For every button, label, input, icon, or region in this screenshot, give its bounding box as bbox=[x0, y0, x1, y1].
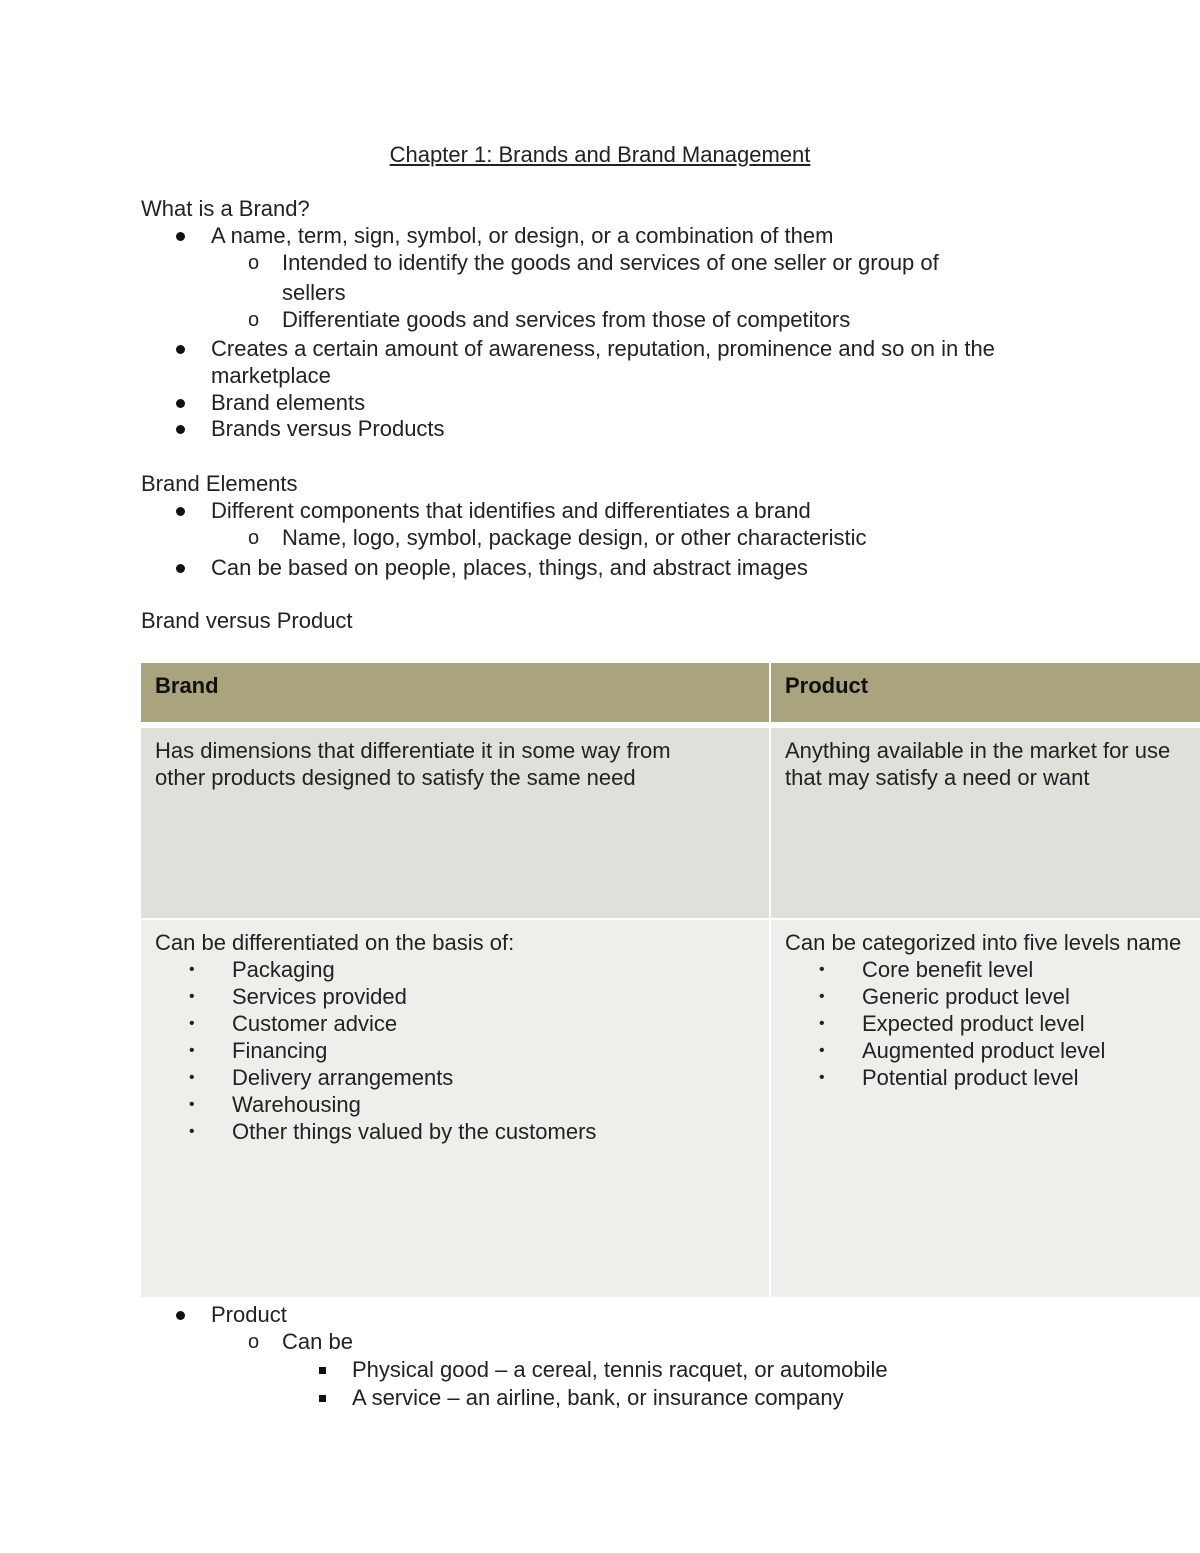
list-item-label: Financing bbox=[232, 1038, 328, 1063]
section-heading-brand-elements: Brand Elements bbox=[141, 471, 298, 496]
bullet-icon: • bbox=[189, 1069, 195, 1086]
list-item: Can be bbox=[282, 1329, 353, 1354]
table-cell-brand-definition bbox=[141, 728, 769, 918]
list-item bbox=[155, 1064, 755, 1091]
cell-text: Can be differentiated on the basis of: bbox=[155, 930, 515, 955]
list-item: A service – an airline, bank, or insurance company bbox=[352, 1385, 844, 1410]
list-item bbox=[785, 1010, 1197, 1037]
section-heading-what-is-brand: What is a Brand? bbox=[141, 196, 310, 221]
list-item-continuation: sellers bbox=[282, 280, 346, 305]
table-header-brand bbox=[141, 663, 769, 722]
list-item bbox=[785, 1064, 1197, 1091]
sub-bullet-icon: o bbox=[248, 252, 260, 274]
cell-text: Anything available in the market for use bbox=[785, 738, 1171, 763]
bullet-icon: • bbox=[819, 961, 825, 978]
bullet-icon: • bbox=[189, 1015, 195, 1032]
bullet-icon bbox=[176, 564, 185, 573]
list-item: Name, logo, symbol, package design, or other characteristic bbox=[282, 525, 867, 550]
header-label: Brand bbox=[155, 673, 219, 698]
list-item bbox=[155, 956, 755, 983]
list-item: Physical good – a cereal, tennis racquet, or automobile bbox=[352, 1357, 888, 1382]
list-item: Can be based on people, places, things, and abstract images bbox=[211, 555, 808, 580]
section-heading-brand-vs-product: Brand versus Product bbox=[141, 608, 353, 633]
table-cell-product-levels bbox=[771, 920, 1200, 1297]
bullet-icon: • bbox=[819, 1042, 825, 1059]
list-item-continuation: marketplace bbox=[211, 363, 331, 388]
list-item bbox=[155, 1037, 755, 1064]
sub-bullet-icon: o bbox=[248, 527, 260, 549]
bullet-icon bbox=[176, 232, 185, 241]
cell-text: Has dimensions that differentiate it in some way from bbox=[155, 738, 671, 763]
bullet-icon: • bbox=[189, 1042, 195, 1059]
header-label: Product bbox=[785, 673, 869, 698]
list-item-label: Core benefit level bbox=[862, 957, 1034, 982]
table-cell-brand-differentiation bbox=[141, 920, 769, 1297]
document-title: Chapter 1: Brands and Brand Management bbox=[389, 142, 811, 167]
list-item-label: Augmented product level bbox=[862, 1038, 1106, 1063]
bullet-icon: • bbox=[819, 1069, 825, 1086]
list-item: Different components that identifies and differentiates a brand bbox=[211, 498, 811, 523]
list-item-label: Generic product level bbox=[862, 984, 1070, 1009]
list-item-label: Other things valued by the customers bbox=[232, 1119, 597, 1144]
list-item bbox=[785, 983, 1197, 1010]
list-item: Brand elements bbox=[211, 390, 366, 415]
bullet-icon bbox=[176, 425, 185, 434]
list-item: Intended to identify the goods and services of one seller or group of bbox=[282, 250, 939, 275]
list-item bbox=[155, 983, 755, 1010]
list-item-label: Delivery arrangements bbox=[232, 1065, 454, 1090]
list-item: Differentiate goods and services from those of competitors bbox=[282, 307, 851, 332]
list-item-label: Packaging bbox=[232, 957, 335, 982]
list-item bbox=[155, 1118, 755, 1145]
table-cell-product-definition bbox=[771, 728, 1200, 918]
sub-bullet-icon: o bbox=[248, 309, 260, 331]
bullet-icon bbox=[176, 345, 185, 354]
list-item bbox=[785, 1037, 1197, 1064]
bullet-icon: • bbox=[819, 988, 825, 1005]
cell-text: other products designed to satisfy the same need bbox=[155, 765, 636, 790]
bullet-icon: • bbox=[189, 988, 195, 1005]
list-item: A name, term, sign, symbol, or design, or a combination of them bbox=[211, 223, 834, 248]
list-item-label: Customer advice bbox=[232, 1011, 398, 1036]
sub-bullet-icon: o bbox=[248, 1331, 260, 1353]
list-item-label: Potential product level bbox=[862, 1065, 1079, 1090]
bullet-icon bbox=[176, 507, 185, 516]
square-bullet-icon bbox=[319, 1367, 326, 1374]
cell-text: Can be categorized into five levels name bbox=[785, 930, 1182, 955]
list-item-label: Services provided bbox=[232, 984, 407, 1009]
bullet-icon: • bbox=[819, 1015, 825, 1032]
square-bullet-icon bbox=[319, 1395, 326, 1402]
cell-text: that may satisfy a need or want bbox=[785, 765, 1090, 790]
list-item: Brands versus Products bbox=[211, 416, 445, 441]
list-item bbox=[155, 1091, 755, 1118]
bullet-icon bbox=[176, 399, 185, 408]
list-item: Product bbox=[211, 1302, 287, 1327]
list-item bbox=[155, 1010, 755, 1037]
bullet-icon: • bbox=[189, 1096, 195, 1113]
bullet-icon bbox=[176, 1311, 185, 1320]
list-item-label: Expected product level bbox=[862, 1011, 1085, 1036]
table-header-product bbox=[771, 663, 1200, 722]
bullet-icon: • bbox=[189, 961, 195, 978]
list-item-label: Warehousing bbox=[232, 1092, 361, 1117]
list-item bbox=[785, 956, 1197, 983]
list-item: Creates a certain amount of awareness, reputation, prominence and so on in the bbox=[211, 336, 995, 361]
bullet-icon: • bbox=[189, 1123, 195, 1140]
